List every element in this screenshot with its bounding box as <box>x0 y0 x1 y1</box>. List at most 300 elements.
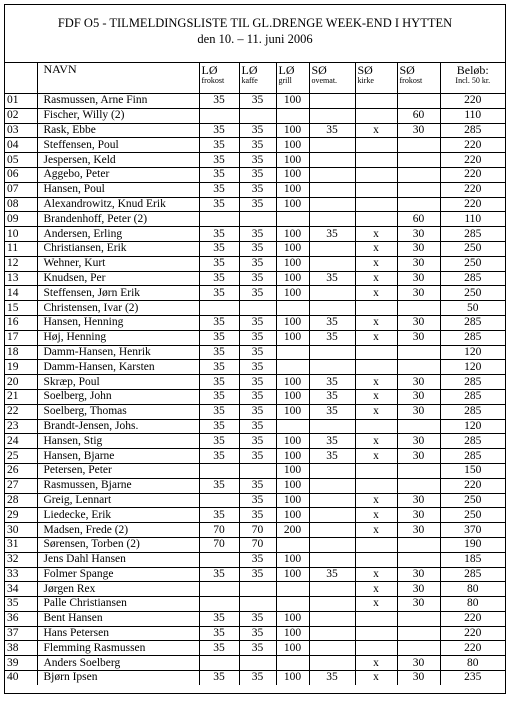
lo-frokost-cell: 35 <box>199 345 239 360</box>
lo-grill-cell: 100 <box>276 449 309 464</box>
participant-name: Aggebo, Peter <box>37 167 199 182</box>
so-frokost-cell: 30 <box>397 434 440 449</box>
participant-name: Brandt-Jensen, Johs. <box>37 419 199 434</box>
table-row <box>5 582 505 597</box>
lo-grill-cell: 100 <box>276 330 309 345</box>
lo-grill-cell: 100 <box>276 138 309 153</box>
table-row <box>5 153 505 168</box>
table-row <box>5 256 505 271</box>
table-row <box>5 227 505 242</box>
table-row <box>5 123 505 138</box>
lo-grill-cell <box>276 419 309 434</box>
lo-grill-cell: 100 <box>276 611 309 626</box>
table-row <box>5 523 505 538</box>
so-ovemat-cell <box>309 301 355 316</box>
lo-grill-cell: 100 <box>276 197 309 212</box>
so-frokost-cell <box>397 537 440 552</box>
so-frokost-cell <box>397 360 440 375</box>
so-frokost-cell: 30 <box>397 656 440 671</box>
lo-kaffe-cell: 35 <box>239 508 276 523</box>
lo-kaffe-cell: 35 <box>239 360 276 375</box>
lo-kaffe-cell: 35 <box>239 641 276 656</box>
row-number: 03 <box>5 123 37 138</box>
lo-frokost-cell: 35 <box>199 626 239 641</box>
participant-name: Greig, Lennart <box>37 493 199 508</box>
participant-name: Steffensen, Poul <box>37 138 199 153</box>
row-number: 31 <box>5 537 37 552</box>
amount-cell: 110 <box>440 108 505 123</box>
so-frokost-cell: 60 <box>397 108 440 123</box>
amount-cell: 250 <box>440 286 505 301</box>
participant-name: Knudsen, Per <box>37 271 199 286</box>
so-frokost-cell: 30 <box>397 330 440 345</box>
participant-name: Hansen, Stig <box>37 434 199 449</box>
header-name: NAVN <box>37 63 199 94</box>
so-frokost-cell: 30 <box>397 271 440 286</box>
lo-frokost-cell: 35 <box>199 449 239 464</box>
participant-name: Fischer, Willy (2) <box>37 108 199 123</box>
lo-frokost-cell: 35 <box>199 567 239 582</box>
lo-frokost-cell: 35 <box>199 182 239 197</box>
so-ovemat-cell <box>309 197 355 212</box>
participant-name: Madsen, Frede (2) <box>37 523 199 538</box>
so-ovemat-cell <box>309 419 355 434</box>
lo-grill-cell: 100 <box>276 123 309 138</box>
lo-grill-cell: 100 <box>276 641 309 656</box>
lo-frokost-cell: 35 <box>199 271 239 286</box>
so-kirke-cell: x <box>355 493 397 508</box>
header-label: SØ <box>311 63 327 77</box>
so-frokost-cell: 30 <box>397 389 440 404</box>
table-row <box>5 597 505 612</box>
lo-frokost-cell <box>199 552 239 567</box>
registration-rows <box>5 94 505 685</box>
participant-name: Soelberg, John <box>37 389 199 404</box>
lo-kaffe-cell: 35 <box>239 167 276 182</box>
amount-cell: 285 <box>440 567 505 582</box>
table-row <box>5 641 505 656</box>
so-ovemat-cell <box>309 508 355 523</box>
so-kirke-cell <box>355 108 397 123</box>
row-number: 02 <box>5 108 37 123</box>
so-frokost-cell <box>397 611 440 626</box>
amount-cell: 120 <box>440 419 505 434</box>
lo-kaffe-cell <box>239 212 276 227</box>
so-ovemat-cell <box>309 597 355 612</box>
so-ovemat-cell <box>309 360 355 375</box>
table-row <box>5 345 505 360</box>
lo-grill-cell <box>276 360 309 375</box>
amount-cell: 285 <box>440 315 505 330</box>
so-frokost-cell <box>397 182 440 197</box>
lo-grill-cell: 100 <box>276 153 309 168</box>
participant-name: Bjørn Ipsen <box>37 671 199 685</box>
table-row <box>5 567 505 582</box>
header-belob <box>440 63 505 94</box>
lo-grill-cell: 100 <box>276 375 309 390</box>
lo-frokost-cell: 35 <box>199 641 239 656</box>
table-row <box>5 671 505 685</box>
lo-kaffe-cell: 35 <box>239 404 276 419</box>
lo-kaffe-cell: 35 <box>239 315 276 330</box>
lo-grill-cell: 100 <box>276 286 309 301</box>
table-row <box>5 375 505 390</box>
participant-name: Høj, Henning <box>37 330 199 345</box>
so-frokost-cell: 30 <box>397 123 440 138</box>
so-kirke-cell: x <box>355 449 397 464</box>
lo-kaffe-cell: 35 <box>239 671 276 685</box>
so-frokost-cell: 30 <box>397 523 440 538</box>
table-row <box>5 434 505 449</box>
lo-frokost-cell: 70 <box>199 537 239 552</box>
participant-name: Damm-Hansen, Henrik <box>37 345 199 360</box>
lo-frokost-cell: 35 <box>199 153 239 168</box>
lo-kaffe-cell: 35 <box>239 153 276 168</box>
participant-name: Hansen, Henning <box>37 315 199 330</box>
so-ovemat-cell <box>309 641 355 656</box>
lo-kaffe-cell: 35 <box>239 449 276 464</box>
amount-cell: 150 <box>440 463 505 478</box>
so-ovemat-cell <box>309 94 355 109</box>
row-number: 15 <box>5 301 37 316</box>
row-number: 05 <box>5 153 37 168</box>
row-number: 08 <box>5 197 37 212</box>
so-ovemat-cell: 35 <box>309 404 355 419</box>
lo-kaffe-cell: 70 <box>239 537 276 552</box>
so-frokost-cell <box>397 478 440 493</box>
lo-kaffe-cell: 35 <box>239 123 276 138</box>
so-ovemat-cell <box>309 256 355 271</box>
amount-cell: 220 <box>440 478 505 493</box>
so-kirke-cell <box>355 360 397 375</box>
lo-frokost-cell <box>199 212 239 227</box>
amount-cell: 80 <box>440 597 505 612</box>
lo-frokost-cell: 35 <box>199 611 239 626</box>
so-frokost-cell: 30 <box>397 671 440 685</box>
so-ovemat-cell <box>309 537 355 552</box>
so-ovemat-cell: 35 <box>309 567 355 582</box>
so-ovemat-cell: 35 <box>309 271 355 286</box>
table-row <box>5 493 505 508</box>
so-ovemat-cell <box>309 656 355 671</box>
lo-kaffe-cell: 35 <box>239 330 276 345</box>
lo-kaffe-cell: 35 <box>239 611 276 626</box>
so-frokost-cell: 30 <box>397 286 440 301</box>
so-kirke-cell: x <box>355 123 397 138</box>
lo-kaffe-cell <box>239 301 276 316</box>
amount-cell: 220 <box>440 641 505 656</box>
participant-name: Jespersen, Keld <box>37 153 199 168</box>
participant-name: Rask, Ebbe <box>37 123 199 138</box>
lo-grill-cell: 100 <box>276 434 309 449</box>
so-kirke-cell: x <box>355 567 397 582</box>
amount-cell: 185 <box>440 552 505 567</box>
amount-cell: 250 <box>440 241 505 256</box>
row-number: 16 <box>5 315 37 330</box>
lo-frokost-cell: 35 <box>199 434 239 449</box>
so-ovemat-cell <box>309 108 355 123</box>
lo-frokost-cell: 35 <box>199 419 239 434</box>
so-ovemat-cell <box>309 523 355 538</box>
so-frokost-cell <box>397 153 440 168</box>
lo-kaffe-cell: 35 <box>239 197 276 212</box>
row-number: 13 <box>5 271 37 286</box>
so-ovemat-cell <box>309 138 355 153</box>
so-frokost-cell <box>397 345 440 360</box>
lo-frokost-cell: 35 <box>199 315 239 330</box>
table-row <box>5 404 505 419</box>
so-frokost-cell: 30 <box>397 227 440 242</box>
lo-frokost-cell: 35 <box>199 256 239 271</box>
lo-frokost-cell: 35 <box>199 94 239 109</box>
so-frokost-cell <box>397 167 440 182</box>
lo-kaffe-cell <box>239 108 276 123</box>
so-frokost-cell <box>397 463 440 478</box>
table-row <box>5 330 505 345</box>
amount-cell: 190 <box>440 537 505 552</box>
row-number: 17 <box>5 330 37 345</box>
header-label: SØ <box>399 63 415 77</box>
amount-cell: 220 <box>440 197 505 212</box>
header-lo-frokost <box>199 63 239 94</box>
so-ovemat-cell <box>309 182 355 197</box>
table-row <box>5 463 505 478</box>
lo-grill-cell: 100 <box>276 478 309 493</box>
header-sublabel: frokost <box>201 76 225 85</box>
participant-name: Hansen, Bjarne <box>37 449 199 464</box>
participant-name: Wehner, Kurt <box>37 256 199 271</box>
row-number: 07 <box>5 182 37 197</box>
participant-name: Anders Soelberg <box>37 656 199 671</box>
lo-frokost-cell: 35 <box>199 330 239 345</box>
table-row <box>5 626 505 641</box>
participant-name: Christiansen, Erik <box>37 241 199 256</box>
participant-name: Alexandrowitz, Knud Erik <box>37 197 199 212</box>
participant-name: Rasmussen, Bjarne <box>37 478 199 493</box>
header-lo-kaffe <box>239 63 276 94</box>
lo-frokost-cell <box>199 301 239 316</box>
so-kirke-cell <box>355 345 397 360</box>
so-ovemat-cell <box>309 626 355 641</box>
participant-name: Flemming Rasmussen <box>37 641 199 656</box>
document-title: FDF O5 - TILMELDINGSLISTE TIL GL.DRENGE WEEK-END I HYTTEN <box>57 16 453 30</box>
lo-kaffe-cell: 35 <box>239 227 276 242</box>
participant-name: Steffensen, Jørn Erik <box>37 286 199 301</box>
so-ovemat-cell <box>309 582 355 597</box>
row-number: 04 <box>5 138 37 153</box>
title-block <box>5 5 505 63</box>
amount-cell: 120 <box>440 345 505 360</box>
amount-cell: 370 <box>440 523 505 538</box>
header-lo-grill <box>276 63 309 94</box>
lo-kaffe-cell <box>239 582 276 597</box>
so-kirke-cell: x <box>355 434 397 449</box>
so-ovemat-cell <box>309 552 355 567</box>
so-frokost-cell <box>397 301 440 316</box>
so-ovemat-cell <box>309 167 355 182</box>
so-ovemat-cell: 35 <box>309 434 355 449</box>
amount-cell: 285 <box>440 330 505 345</box>
participant-name: Bent Hansen <box>37 611 199 626</box>
amount-cell: 50 <box>440 301 505 316</box>
lo-kaffe-cell <box>239 656 276 671</box>
table-row <box>5 537 505 552</box>
lo-grill-cell: 100 <box>276 389 309 404</box>
lo-grill-cell <box>276 582 309 597</box>
header-label: LØ <box>278 63 295 77</box>
amount-cell: 285 <box>440 389 505 404</box>
participant-name: Soelberg, Thomas <box>37 404 199 419</box>
amount-cell: 80 <box>440 656 505 671</box>
row-number: 24 <box>5 434 37 449</box>
so-kirke-cell: x <box>355 656 397 671</box>
so-ovemat-cell <box>309 241 355 256</box>
lo-frokost-cell <box>199 656 239 671</box>
header-label: Beløb: <box>456 63 489 77</box>
row-number: 06 <box>5 167 37 182</box>
row-number: 20 <box>5 375 37 390</box>
row-number: 01 <box>5 94 37 109</box>
header-row <box>5 63 505 94</box>
lo-grill-cell: 200 <box>276 523 309 538</box>
table-row <box>5 419 505 434</box>
so-frokost-cell: 30 <box>397 449 440 464</box>
table-row <box>5 552 505 567</box>
table-row <box>5 301 505 316</box>
table-row <box>5 478 505 493</box>
so-ovemat-cell <box>309 286 355 301</box>
lo-frokost-cell: 35 <box>199 167 239 182</box>
amount-cell: 285 <box>440 404 505 419</box>
so-ovemat-cell: 35 <box>309 375 355 390</box>
lo-kaffe-cell: 35 <box>239 241 276 256</box>
so-kirke-cell: x <box>355 523 397 538</box>
table-row <box>5 197 505 212</box>
row-number: 33 <box>5 567 37 582</box>
lo-frokost-cell <box>199 493 239 508</box>
table-row <box>5 182 505 197</box>
participant-name: Brandenhoff, Peter (2) <box>37 212 199 227</box>
so-frokost-cell: 30 <box>397 493 440 508</box>
table-row <box>5 138 505 153</box>
so-ovemat-cell: 35 <box>309 449 355 464</box>
so-ovemat-cell: 35 <box>309 315 355 330</box>
lo-kaffe-cell: 70 <box>239 523 276 538</box>
lo-grill-cell <box>276 108 309 123</box>
row-number: 28 <box>5 493 37 508</box>
so-frokost-cell: 30 <box>397 241 440 256</box>
amount-cell: 285 <box>440 123 505 138</box>
row-number: 34 <box>5 582 37 597</box>
lo-frokost-cell: 35 <box>199 671 239 685</box>
row-number: 38 <box>5 641 37 656</box>
row-number: 26 <box>5 463 37 478</box>
participant-name: Christensen, Ivar (2) <box>37 301 199 316</box>
amount-cell: 110 <box>440 212 505 227</box>
header-label: LØ <box>201 63 218 77</box>
lo-grill-cell: 100 <box>276 256 309 271</box>
lo-grill-cell <box>276 301 309 316</box>
amount-cell: 285 <box>440 449 505 464</box>
so-ovemat-cell: 35 <box>309 671 355 685</box>
so-ovemat-cell <box>309 153 355 168</box>
lo-kaffe-cell <box>239 597 276 612</box>
lo-frokost-cell <box>199 582 239 597</box>
amount-cell: 220 <box>440 138 505 153</box>
so-kirke-cell <box>355 611 397 626</box>
row-number: 23 <box>5 419 37 434</box>
lo-grill-cell: 100 <box>276 671 309 685</box>
header-sublabel: kirke <box>357 76 374 85</box>
lo-frokost-cell: 35 <box>199 197 239 212</box>
lo-frokost-cell: 35 <box>199 375 239 390</box>
table-row <box>5 286 505 301</box>
so-frokost-cell <box>397 197 440 212</box>
lo-grill-cell: 100 <box>276 508 309 523</box>
so-frokost-cell <box>397 552 440 567</box>
lo-grill-cell: 100 <box>276 227 309 242</box>
registration-table <box>5 63 505 685</box>
so-frokost-cell <box>397 626 440 641</box>
participant-name: Rasmussen, Arne Finn <box>37 94 199 109</box>
row-number: 35 <box>5 597 37 612</box>
lo-frokost-cell: 35 <box>199 404 239 419</box>
table-row <box>5 241 505 256</box>
so-ovemat-cell <box>309 478 355 493</box>
amount-cell: 220 <box>440 167 505 182</box>
so-frokost-cell: 30 <box>397 567 440 582</box>
so-kirke-cell: x <box>355 404 397 419</box>
row-number: 36 <box>5 611 37 626</box>
lo-grill-cell <box>276 656 309 671</box>
lo-grill-cell: 100 <box>276 315 309 330</box>
so-ovemat-cell <box>309 212 355 227</box>
lo-frokost-cell <box>199 463 239 478</box>
so-kirke-cell: x <box>355 315 397 330</box>
document-subtitle: den 10. – 11. juni 2006 <box>197 32 313 46</box>
registration-sheet <box>4 4 506 694</box>
table-row <box>5 656 505 671</box>
so-frokost-cell: 30 <box>397 508 440 523</box>
row-number: 10 <box>5 227 37 242</box>
so-kirke-cell <box>355 552 397 567</box>
header-sublabel: frokost <box>399 76 423 85</box>
row-number: 19 <box>5 360 37 375</box>
lo-kaffe-cell: 35 <box>239 182 276 197</box>
amount-cell: 220 <box>440 611 505 626</box>
lo-grill-cell: 100 <box>276 167 309 182</box>
amount-cell: 220 <box>440 626 505 641</box>
row-number: 12 <box>5 256 37 271</box>
lo-grill-cell: 100 <box>276 463 309 478</box>
amount-cell: 250 <box>440 493 505 508</box>
row-number: 09 <box>5 212 37 227</box>
so-frokost-cell: 30 <box>397 256 440 271</box>
amount-cell: 250 <box>440 256 505 271</box>
lo-kaffe-cell: 35 <box>239 419 276 434</box>
so-ovemat-cell: 35 <box>309 123 355 138</box>
amount-cell: 220 <box>440 153 505 168</box>
lo-frokost-cell: 70 <box>199 523 239 538</box>
so-frokost-cell: 30 <box>397 375 440 390</box>
so-ovemat-cell: 35 <box>309 389 355 404</box>
so-kirke-cell <box>355 537 397 552</box>
so-ovemat-cell <box>309 463 355 478</box>
participant-name: Hansen, Poul <box>37 182 199 197</box>
so-kirke-cell <box>355 301 397 316</box>
table-row <box>5 271 505 286</box>
so-kirke-cell: x <box>355 241 397 256</box>
